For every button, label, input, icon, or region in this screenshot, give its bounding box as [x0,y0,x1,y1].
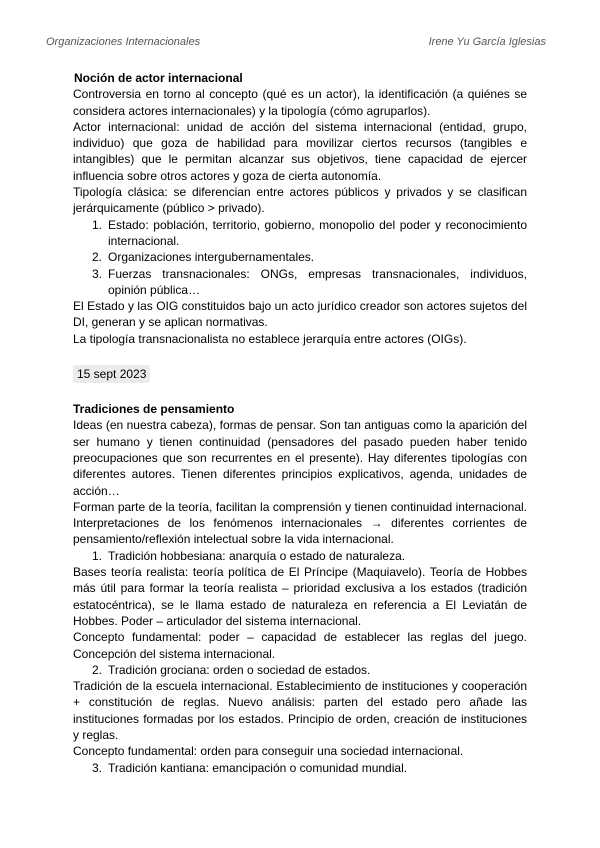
list-number: 3. [92,266,103,281]
paragraph: Tradición de la escuela internacional. Establecimiento de instituciones y cooperación + constitución de reglas. Nuevo análisis: parten del estado pero añade las instituciones formadas por los estados. Principio de orden, creación de instituciones y reglas. [73,679,527,742]
tradition-list-1 [73,548,527,564]
date-chip[interactable]: 15 sept 2023 [73,365,150,383]
list-number: 2. [92,662,103,677]
section-title-traditions: Tradiciones de pensamiento [73,402,235,417]
list-item-text: Tradición grociana: orden o sociedad de estados. [108,662,371,677]
tradition-list-2 [73,662,527,678]
document-body [73,70,527,776]
paragraph: Concepto fundamental: orden para conseguir una sociedad internacional. [73,744,464,759]
list-item-text: Tradición hobbesiana: anarquía o estado de naturaleza. [108,548,406,563]
list-item-text: Fuerzas transnacionales: ONGs, empresas transnacionales, individuos, opinión pública… [108,266,527,297]
date-row [73,365,527,383]
list-item [73,249,527,265]
list-number: 2. [92,250,103,265]
header-course-title: Organizaciones Internacionales [46,36,201,48]
paragraph: Controversia en torno al concepto (qué es un actor), la identificación (a quiénes se considera actores internacionales) y la tipología (cómo agruparlos). [73,87,527,118]
tradition-list-3 [73,760,527,776]
header-author: Irene Yu García Iglesias [428,36,546,48]
list-item-text: Estado: población, territorio, gobierno, monopolio del poder y reconocimiento internacional. [108,217,527,248]
actor-typology-list [73,217,527,298]
list-item-text: Organizaciones intergubernamentales. [108,250,315,265]
section-title-actor: Noción de actor internacional [74,71,243,85]
list-item-text: Tradición kantiana: emancipación o comunidad mundial. [108,760,408,775]
list-item [73,760,527,776]
list-number: 3. [92,760,103,775]
list-item [73,662,527,678]
paragraph: Tipología clásica: se diferencian entre actores públicos y privados y se clasifican jerárquicamente (público > privado). [73,185,527,216]
list-item [73,266,527,299]
paragraph: Actor internacional: unidad de acción del sistema internacional (entidad, grupo, individuo) que goza de habilidad para movilizar ciertos recursos (tangibles e intangibles) que le permitan alcanzar sus objetivos, tiene capacidad de ejercer influencia sobre otros actores y goza de cierta autonomía. [73,119,527,183]
paragraph: La tipología transnacionalista no establece jerarquía entre actores (OIGs). [73,331,467,346]
list-number: 1. [92,217,103,232]
paragraph: El Estado y las OIG constituidos bajo un acto jurídico creador son actores sujetos del DI, generan y se aplican normativas. [73,299,527,330]
list-item [73,548,527,564]
page-header [46,36,546,52]
paragraph: Ideas (en nuestra cabeza), formas de pensar. Son tan antiguas como la aparición del ser humano y tienen continuidad (pensadores del pasado pueden haber tenido preocupaciones que son recurrentes en el presente). Hay diferentes tipologías con diferentes autores. Tienen diferentes principios explicativos, agenda, unidades de acción… [73,418,527,498]
paragraph: Bases teoría realista: teoría política de El Príncipe (Maquiavelo). Teoría de Hobbes más útil para formar la teoría realista – prioridad exclusiva a los estados (tradición estatocéntrica), se le llama estado de naturaleza en referencia a El Leviatán de Hobbes. Poder – articulador del sistema internacional. [73,565,527,628]
paragraph: Forman parte de la teoría, facilitan la comprensión y tienen continuidad internacional. Interpretaciones de los fenómenos internacionales → diferentes corrientes de pensamiento/reflexión intelectual sobre la vida internacional. [73,499,527,547]
list-number: 1. [92,548,103,563]
list-item [73,217,527,250]
paragraph: Concepto fundamental: poder – capacidad de establecer las reglas del juego. Concepción del sistema internacional. [73,630,527,661]
